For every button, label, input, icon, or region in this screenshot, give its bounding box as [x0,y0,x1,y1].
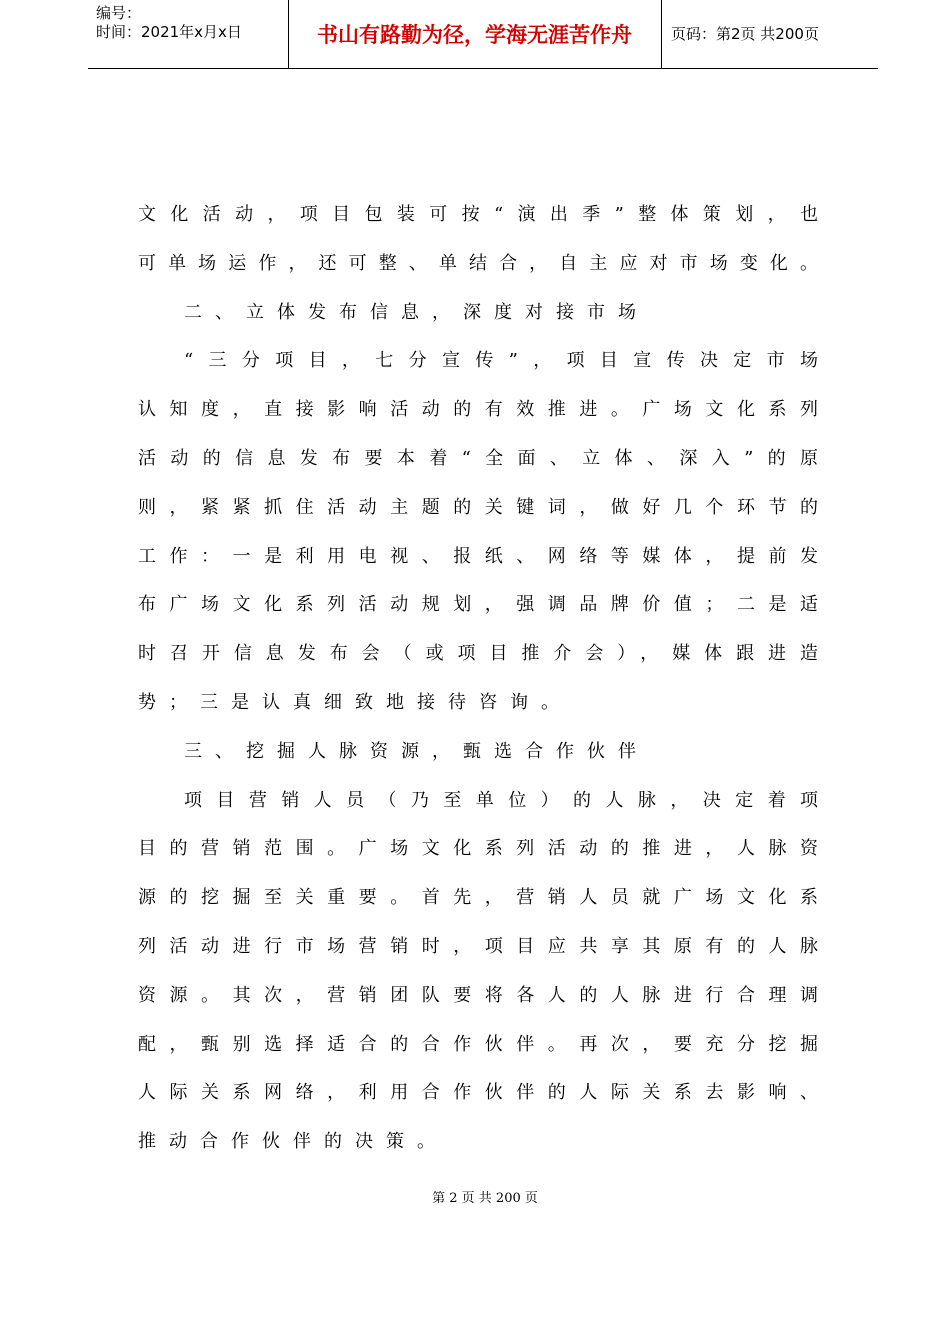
body-line: 活动的信息发布要本着“全面、立体、深入”的原 [138,447,818,469]
serial-number-label: 编号： [96,4,142,22]
body-line: 推动合作伙伴的决策。 [138,1131,448,1153]
body-line: 资源。其次，营销团队要将各人的人脉进行合理调 [138,984,818,1006]
body-line: 认知度，直接影响活动的有效推进。广场文化系列 [138,399,818,421]
body-line: 工作：一是利用电视、报纸、网络等媒体，提前发 [138,545,818,567]
document-body [138,202,818,1178]
page-header [88,0,878,69]
body-line: 项目营销人员（乃至单位）的人脉，决定着项 [184,789,818,811]
body-line: 则，紧紧抓住活动主题的关键词，做好几个环节的 [138,496,818,518]
body-line: 目的营销范围。广场文化系列活动的推进，人脉资 [138,838,818,860]
body-line: 势；三是认真细致地接待咨询。 [138,691,572,713]
date-label: 时间：2021年x月x日 [96,23,242,41]
section-heading: 三、挖掘人脉资源，甄选合作伙伴 [184,740,649,762]
header-motto-cell [288,0,662,68]
body-line: “三分项目，七分宣传”，项目宣传决定市场 [184,350,818,372]
header-meta [88,0,289,68]
header-page-number: 页码：第2页 共200页 [671,25,819,43]
page-footer: 第 2 页 共 200 页 [432,1191,538,1206]
body-line: 配，甄别选择适合的合作伙伴。再次，要充分挖掘 [138,1033,818,1055]
body-line: 可单场运作，还可整、单结合，自主应对市场变化。 [138,252,818,274]
body-line: 列活动进行市场营销时，项目应共享其原有的人脉 [138,935,818,957]
section-heading: 二、立体发布信息，深度对接市场 [184,301,649,323]
body-line: 时召开信息发布会（或项目推介会），媒体跟进造 [138,643,818,665]
header-motto: 书山有路勤为径，学海无涯苦作舟 [317,23,632,47]
body-line: 布广场文化系列活动规划，强调品牌价值；二是适 [138,594,818,616]
body-line: 源的挖掘至关重要。首先，营销人员就广场文化系 [138,887,818,909]
header-page-cell [661,0,878,68]
body-line: 人际关系网络，利用合作伙伴的人际关系去影响、 [138,1082,818,1104]
body-line: 文化活动，项目包装可按“演出季”整体策划，也 [138,204,818,225]
